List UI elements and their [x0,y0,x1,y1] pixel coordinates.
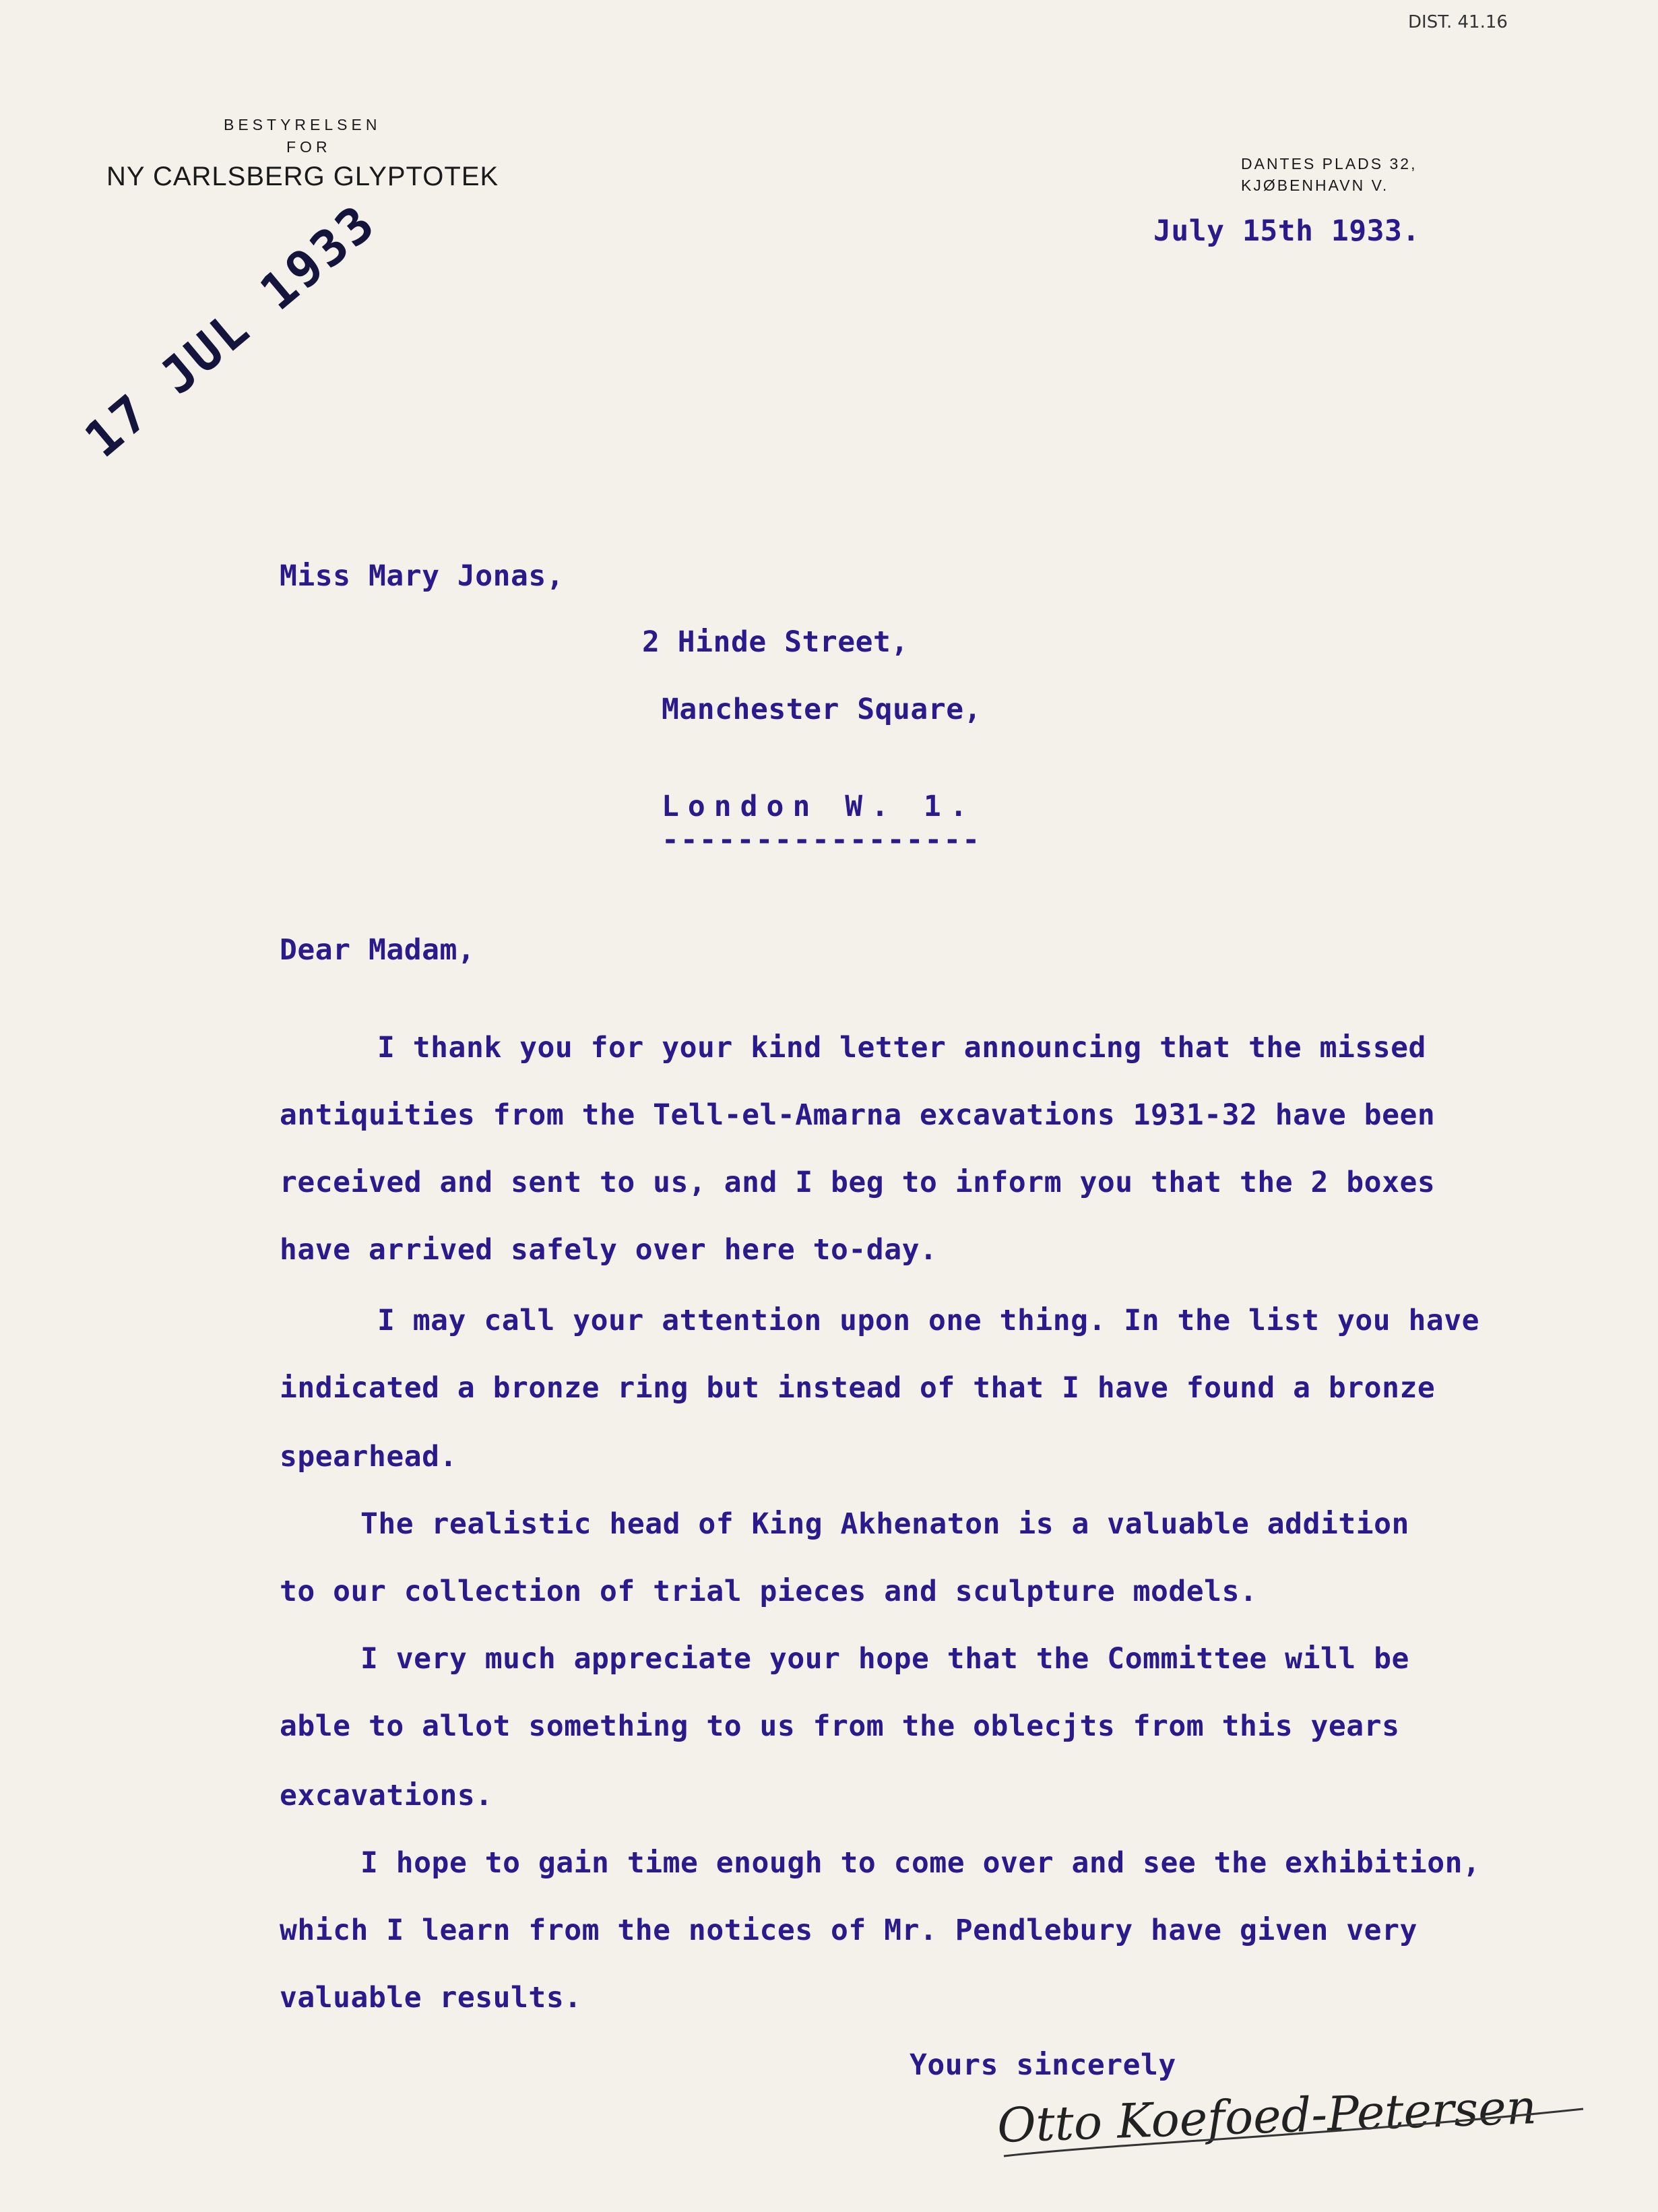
archive-reference: DIST. 41.16 [1408,12,1508,32]
body-line: have arrived safely over here to-day. [280,1233,938,1267]
letterhead-address1: DANTES PLADS 32, [1241,155,1417,172]
signature-flourish [990,2082,1597,2183]
letter-date: July 15th 1933. [1153,214,1420,248]
body-line: The realistic head of King Akhenaton is a valuable addition [360,1507,1409,1541]
body-line: able to allot something to us from the oblecjts from this years [280,1709,1400,1743]
recipient-city: London W. 1. [662,790,976,823]
body-line: to our collection of trial pieces and sculpture models. [280,1575,1258,1608]
recipient-city-underline: ----------------- [662,823,982,857]
salutation: Dear Madam, [280,933,476,967]
closing: Yours sincerely [910,2048,1176,2082]
body-line: valuable results. [280,1981,582,2015]
body-line: I hope to gain time enough to come over and see the exhibition, [360,1846,1481,1880]
body-line: I may call your attention upon one thing. In the list you have [377,1304,1480,1337]
body-line: antiquities from the Tell-el-Amarna excavations 1931-32 have been [280,1098,1436,1132]
body-line: received and sent to us, and I beg to inform you that the 2 boxes [280,1166,1436,1199]
recipient-square: Manchester Square, [662,693,982,726]
body-line: which I learn from the notices of Mr. Pendlebury have given very [280,1914,1417,1947]
recipient-street: 2 Hinde Street, [642,625,909,659]
body-line: I very much appreciate your hope that the Committee will be [360,1642,1409,1676]
recipient-name: Miss Mary Jonas, [280,559,565,593]
received-date-stamp: 17 JUL 1933 [74,193,387,469]
body-line: indicated a bronze ring but instead of that I have found a bronze [280,1371,1436,1405]
body-line: excavations. [280,1779,493,1812]
handwritten-signature: Otto Koefoed-Petersen [996,2079,1537,2153]
letterhead-institution: NY CARLSBERG GLYPTOTEK [106,162,499,191]
letterhead-address2: KJØBENHAVN V. [1241,177,1389,194]
body-line: spearhead. [280,1440,457,1474]
letterhead-line1: BESTYRELSEN [224,116,381,133]
body-line: I thank you for your kind letter announcing that the missed [377,1031,1426,1065]
letterhead-line2: FOR [286,138,331,156]
